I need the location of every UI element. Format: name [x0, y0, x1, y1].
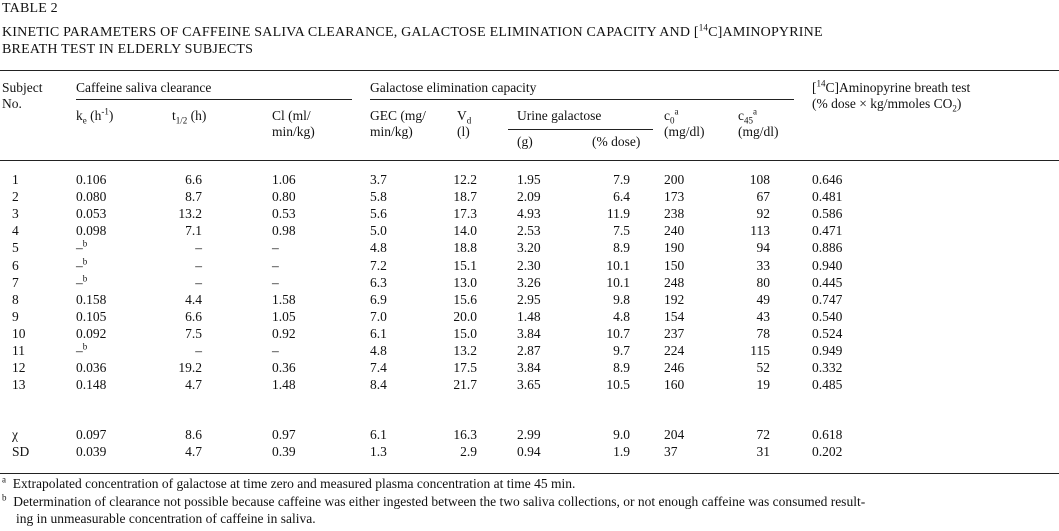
cell-ug: 1.95 [517, 172, 541, 187]
cell-ug: 3.65 [517, 377, 541, 393]
cell-c0: 192 [664, 291, 685, 307]
cell-vd: 15.1 [453, 257, 477, 273]
cell-cl: 0.39 [272, 444, 296, 459]
cell-cl: 1.48 [272, 377, 296, 393]
cell-amp: 0.471 [812, 223, 843, 239]
galactose-group-rule [370, 99, 794, 100]
header-urine-group: Urine galactose [517, 108, 602, 123]
cell-c45: 49 [756, 291, 770, 307]
cell-up: 10.1 [606, 274, 630, 290]
cell-gec: 6.9 [370, 291, 387, 307]
cell-ke: –$^b$ [76, 273, 88, 290]
cell-ke: –$^b$ [76, 256, 88, 273]
cell-amp: 0.646 [812, 172, 843, 187]
header-urine-g: (g) [517, 134, 533, 149]
cell-c45: 92 [756, 206, 770, 222]
cell-amp: 0.202 [812, 444, 843, 459]
cell-amp: 0.940 [812, 257, 843, 273]
footnote-b-cont: ing in unmeasurable concentration of caffeine in saliva. [16, 511, 316, 526]
cell-t12: 8.7 [185, 189, 202, 205]
cell-up: 10.1 [606, 257, 630, 273]
cell-amp: 0.586 [812, 206, 843, 222]
cell-ke: 0.106 [76, 172, 107, 187]
cell-c0: 224 [664, 343, 685, 358]
cell-up: 1.9 [613, 444, 630, 459]
cell-amp: 0.445 [812, 274, 843, 290]
cell-no: SD [12, 444, 30, 459]
cell-t12: 6.6 [185, 172, 202, 187]
cell-c45: 31 [756, 444, 770, 459]
cell-cl: 0.53 [272, 206, 296, 222]
cell-c45: 108 [749, 172, 770, 187]
cell-up: 6.4 [613, 189, 630, 205]
cell-gec: 6.1 [370, 325, 387, 341]
cell-gec: 5.8 [370, 189, 387, 205]
cell-cl: – [272, 257, 279, 273]
cell-vd: 21.7 [453, 377, 477, 393]
cell-no: 3 [12, 206, 19, 222]
cell-gec: 5.0 [370, 223, 387, 239]
cell-ke: 0.053 [76, 206, 107, 222]
cell-c0: 237 [664, 325, 685, 341]
cell-ke: 0.158 [76, 291, 107, 307]
cell-gec: 4.8 [370, 343, 387, 358]
cell-no: 6 [12, 257, 19, 273]
header-cl-1: Cl (ml/ [272, 108, 311, 123]
cell-vd: 14.0 [453, 223, 477, 239]
cell-cl: – [272, 240, 279, 256]
header-aminopyrine-2: (% dose × kg/mmoles $CO_2$) [812, 96, 962, 114]
cell-up: 10.5 [606, 377, 630, 393]
footnote-b-mark: b [82, 273, 88, 284]
cell-up: 8.9 [613, 240, 630, 256]
cell-c0: 200 [664, 172, 685, 187]
cell-c45: 78 [756, 325, 770, 341]
cell-c0: 240 [664, 223, 685, 239]
table-label: TABLE 2 [2, 1, 58, 16]
cell-no: 1 [12, 172, 19, 187]
cell-t12: 7.5 [185, 325, 202, 341]
cell-ke: –$^b$ [76, 341, 88, 358]
cell-c45: 94 [756, 240, 770, 256]
cell-no: 5 [12, 240, 19, 256]
cell-amp: 0.747 [812, 291, 843, 307]
cell-t12: – [195, 257, 202, 273]
header-gec-2: min/kg) [370, 124, 413, 139]
cell-amp: 0.949 [812, 343, 843, 358]
cell-amp: 0.540 [812, 308, 843, 324]
cell-vd: 17.3 [453, 206, 477, 222]
cell-up: 11.9 [606, 206, 630, 222]
cell-c45: 33 [756, 257, 770, 273]
cell-c0: 160 [664, 377, 685, 393]
header-c45-1: $c_{45}^a$ [738, 106, 757, 126]
cell-ke: 0.098 [76, 223, 107, 239]
cell-gec: 1.3 [370, 444, 387, 459]
cell-t12: – [195, 343, 202, 358]
cell-c0: 246 [664, 360, 685, 376]
cell-no: 12 [12, 360, 26, 376]
cell-cl: – [272, 343, 279, 358]
header-c0-1: $c_0^a$ [664, 106, 679, 126]
header-bottom-rule [0, 160, 1059, 161]
cell-no: 13 [12, 377, 26, 393]
cell-c0: 190 [664, 240, 685, 256]
cell-cl: 1.05 [272, 308, 296, 324]
cell-c45: 72 [756, 427, 770, 442]
cell-t12: 19.2 [178, 360, 202, 376]
cell-ug: 2.30 [517, 257, 541, 273]
cell-t12: 4.7 [185, 444, 202, 459]
cell-gec: 6.1 [370, 427, 387, 442]
cell-ke: 0.148 [76, 377, 107, 393]
header-c45-2: (mg/dl) [738, 124, 779, 139]
header-subject-no: No. [2, 96, 22, 111]
cell-amp: 0.886 [812, 240, 843, 256]
cell-vd: 20.0 [453, 308, 477, 324]
cell-ke: 0.080 [76, 189, 107, 205]
cell-up: 4.8 [613, 308, 630, 324]
cell-t12: 4.7 [185, 377, 202, 393]
cell-c45: 19 [756, 377, 770, 393]
cell-ug: 3.20 [517, 240, 541, 256]
cell-ug: 2.53 [517, 223, 541, 239]
cell-no: 10 [12, 325, 26, 341]
cell-c0: 154 [664, 308, 685, 324]
cell-vd: 12.2 [453, 172, 477, 187]
cell-no: 9 [12, 308, 19, 324]
cell-no: 4 [12, 223, 19, 239]
cell-ug: 2.09 [517, 189, 541, 205]
cell-ug: 1.48 [517, 308, 541, 324]
cell-c45: 43 [756, 308, 770, 324]
top-rule [0, 70, 1059, 71]
cell-ug: 2.95 [517, 291, 541, 307]
cell-cl: 1.58 [272, 291, 296, 307]
cell-gec: 5.6 [370, 206, 387, 222]
header-aminopyrine-1: [$^{14}$C]Aminopyrine breath test [812, 78, 971, 95]
cell-vd: 16.3 [453, 427, 477, 442]
header-caffeine-group: Caffeine saliva clearance [76, 80, 212, 95]
cell-ug: 4.93 [517, 206, 541, 222]
cell-vd: 2.9 [460, 444, 477, 459]
header-gec-1: GEC (mg/ [370, 108, 426, 123]
cell-ke: 0.105 [76, 308, 107, 324]
cell-ug: 3.84 [517, 325, 541, 341]
cell-no: 11 [12, 343, 25, 358]
cell-amp: 0.332 [812, 360, 843, 376]
cell-vd: 17.5 [453, 360, 477, 376]
cell-vd: 13.2 [453, 343, 477, 358]
cell-amp: 0.524 [812, 325, 843, 341]
cell-c0: 150 [664, 257, 685, 273]
cell-up: 9.7 [613, 343, 630, 358]
cell-c45: 80 [756, 274, 770, 290]
cell-vd: 13.0 [453, 274, 477, 290]
cell-c0: 173 [664, 189, 685, 205]
cell-ug: 3.84 [517, 360, 541, 376]
urine-group-rule [508, 129, 653, 130]
header-vd-1: $V_d$ [457, 108, 472, 126]
cell-ug: 2.87 [517, 343, 541, 358]
cell-up: 9.8 [613, 291, 630, 307]
footnote-b-mark: b [82, 256, 88, 266]
cell-ke: 0.039 [76, 444, 107, 459]
cell-ug: 3.26 [517, 274, 541, 290]
header-vd-2: (l) [457, 124, 470, 139]
footnote-b: $^b$ Determination of clearance not possible because caffeine was either ingested between the two saliva collections, or not enough caffeine was consumed result- [2, 492, 866, 509]
footnote-b-mark: b [82, 238, 88, 249]
cell-cl: 0.97 [272, 427, 296, 442]
bottom-rule [0, 473, 1059, 474]
cell-up: 7.5 [613, 223, 630, 239]
cell-no: 7 [12, 274, 19, 290]
cell-ug: 2.99 [517, 427, 541, 442]
cell-c0: 204 [664, 427, 685, 442]
header-cl-2: min/kg) [272, 124, 315, 139]
table-caption-line-2: BREATH TEST IN ELDERLY SUBJECTS [2, 42, 254, 57]
table-caption-line-1: KINETIC PARAMETERS OF CAFFEINE SALIVA CLEARANCE, GALACTOSE ELIMINATION CAPACITY AND [$^{14}$C]AMINOPYRINE [2, 22, 823, 40]
cell-cl: 0.98 [272, 223, 296, 239]
header-ke: $k_e$ $(h^{-1})$ [76, 106, 114, 126]
cell-t12: – [195, 240, 202, 256]
caffeine-group-rule [76, 99, 352, 100]
cell-t12: 4.4 [185, 291, 202, 307]
cell-c0: 248 [664, 274, 685, 290]
cell-gec: 3.7 [370, 172, 387, 187]
cell-t12: 13.2 [178, 206, 202, 222]
cell-up: 9.0 [613, 427, 630, 442]
header-c0-2: (mg/dl) [664, 124, 705, 139]
cell-vd: 15.0 [453, 325, 477, 341]
header-urine-pct: (% dose) [592, 134, 641, 149]
cell-cl: 0.80 [272, 189, 296, 205]
cell-cl: 0.92 [272, 325, 296, 341]
cell-up: 10.7 [606, 325, 630, 341]
cell-amp: 0.485 [812, 377, 843, 393]
cell-cl: 0.36 [272, 360, 296, 376]
cell-cl: – [272, 274, 279, 290]
cell-ke: 0.036 [76, 360, 107, 376]
cell-vd: 15.6 [453, 291, 477, 307]
cell-gec: 7.4 [370, 360, 387, 376]
cell-t12: 8.6 [185, 427, 202, 442]
cell-t12: 6.6 [185, 308, 202, 324]
cell-amp: 0.618 [812, 427, 843, 442]
cell-no: 8 [12, 291, 19, 307]
cell-t12: 7.1 [185, 223, 202, 239]
cell-gec: 7.2 [370, 257, 387, 273]
cell-t12: – [195, 274, 202, 290]
cell-gec: 7.0 [370, 308, 387, 324]
cell-vd: 18.7 [453, 189, 477, 205]
header-galactose-group: Galactose elimination capacity [370, 80, 537, 95]
cell-amp: 0.481 [812, 189, 843, 205]
cell-up: 8.9 [613, 360, 630, 376]
cell-up: 7.9 [613, 172, 630, 187]
cell-cl: 1.06 [272, 172, 296, 187]
cell-gec: 8.4 [370, 377, 387, 393]
footnote-a: $^a$ Extrapolated concentration of galactose at time zero and measured plasma concentration at time 45 min. [2, 474, 576, 491]
cell-no: 2 [12, 189, 19, 205]
cell-ug: 0.94 [517, 444, 541, 459]
cell-gec: 4.8 [370, 240, 387, 256]
cell-c45: 52 [756, 360, 770, 376]
cell-c0: 37 [664, 444, 678, 459]
cell-ke: 0.097 [76, 427, 107, 442]
cell-vd: 18.8 [453, 240, 477, 256]
cell-ke: 0.092 [76, 325, 107, 341]
header-subject: Subject [2, 80, 43, 95]
cell-gec: 6.3 [370, 274, 387, 290]
header-t-half: $t_{1/2}$ (h) [172, 108, 207, 126]
cell-no: χ [12, 427, 18, 442]
cell-ke: –$^b$ [76, 238, 88, 256]
cell-c0: 238 [664, 206, 685, 222]
footnote-b-mark: b [82, 341, 88, 352]
cell-c45: 115 [750, 343, 770, 358]
cell-c45: 113 [750, 223, 770, 239]
cell-c45: 67 [756, 189, 770, 205]
